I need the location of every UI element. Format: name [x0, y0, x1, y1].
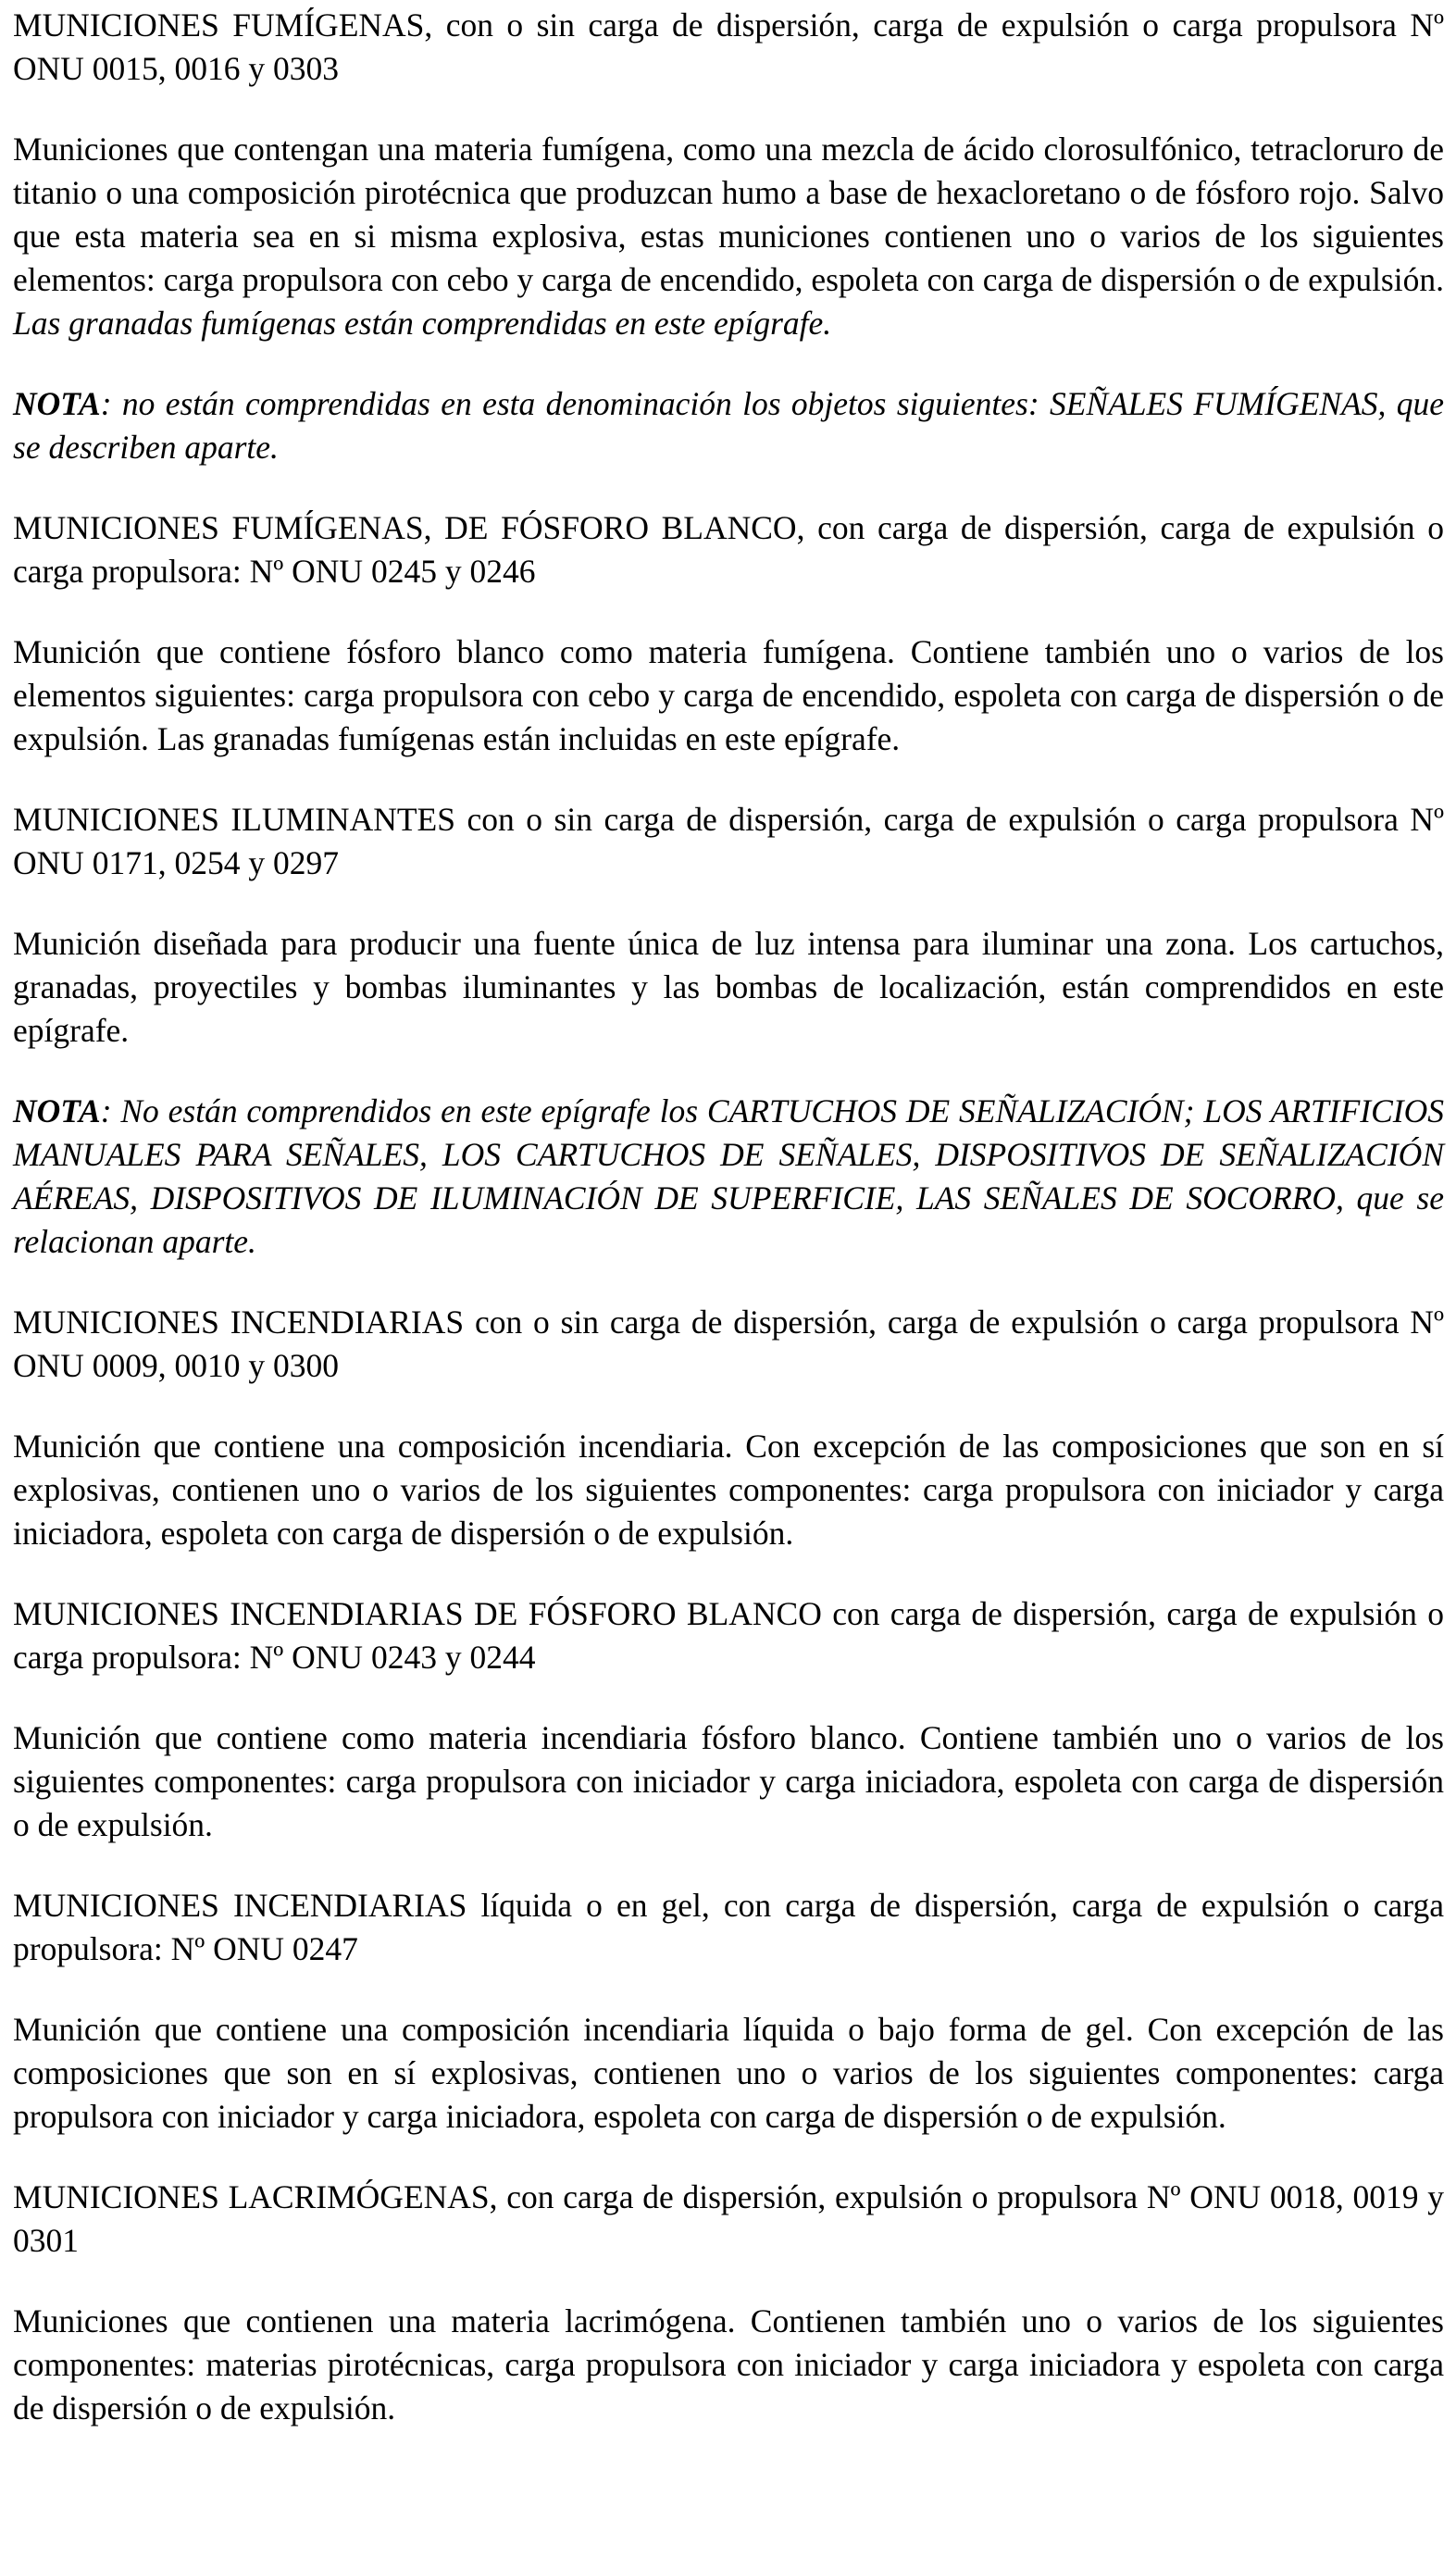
entry-body-incendiarias-liquida: Munición que contiene una composición incendiaria líquida o bajo forma de gel. Con excepción de las composiciones que son en sí explosivas, contienen uno o varios de los siguientes componentes: carga propulsora con iniciador y carga iniciadora, espoleta con carga de dispersión o de expulsión.: [13, 2011, 1444, 2135]
note-label: NOTA: [13, 385, 101, 422]
note-text: : no están comprendidas en esta denominación los objetos siguientes: SEÑALES FUMÍGENAS, que se describen aparte.: [13, 385, 1444, 466]
entry-body-incendiarias: Munición que contiene una composición incendiaria. Con excepción de las composiciones que son en sí explosivas, contienen uno o varios de los siguientes componentes: carga propulsora con iniciador y carga iniciadora, espoleta con carga de dispersión o de expulsión.: [13, 1428, 1444, 1552]
entry-body-fumigenas: [13, 128, 1444, 345]
entry-heading-incendiarias: MUNICIONES INCENDIARIAS con o sin carga de dispersión, carga de expulsión o carga propulsora Nº ONU 0009, 0010 y 0300: [13, 1304, 1444, 1384]
note-fumigenas: [13, 382, 1444, 469]
entry-heading-lacrimogenas: MUNICIONES LACRIMÓGENAS, con carga de dispersión, expulsión o propulsora Nº ONU 0018, 0019 y 0301: [13, 2178, 1444, 2259]
entry-heading-iluminantes: MUNICIONES ILUMINANTES con o sin carga de dispersión, carga de expulsión o carga propulsora Nº ONU 0171, 0254 y 0297: [13, 801, 1444, 881]
entry-heading-fumigenas-fosforo-blanco: MUNICIONES FUMÍGENAS, DE FÓSFORO BLANCO, con carga de dispersión, carga de expulsión o carga propulsora: Nº ONU 0245 y 0246: [13, 509, 1444, 590]
entry-body-lacrimogenas: Municiones que contienen una materia lacrimógena. Contienen también uno o varios de los siguientes componentes: materias pirotécnicas, carga propulsora con iniciador y carga iniciadora y espoleta con carga de dispersión o de expulsión.: [13, 2302, 1444, 2427]
entry-body-incendiarias-fosforo-blanco: Munición que contiene como materia incendiaria fósforo blanco. Contiene también uno o varios de los siguientes componentes: carga propulsora con iniciador y carga iniciadora, espoleta con carga de dispersión o de expulsión.: [13, 1719, 1444, 1843]
note-iluminantes: [13, 1090, 1444, 1264]
entry-heading-incendiarias-fosforo-blanco: MUNICIONES INCENDIARIAS DE FÓSFORO BLANCO con carga de dispersión, carga de expulsión o carga propulsora: Nº ONU 0243 y 0244: [13, 1595, 1444, 1676]
note-label: NOTA: [13, 1092, 101, 1129]
document-page: [13, 4, 1444, 2467]
note-text: : No están comprendidos en este epígrafe los CARTUCHOS DE SEÑALIZACIÓN; LOS ARTIFICIOS MANUALES PARA SEÑALES, LOS CARTUCHOS DE SEÑALES, DISPOSITIVOS DE SEÑALIZACIÓN AÉREAS, DISPOSITIVOS DE ILUMINACIÓN DE SUPERFICIE, LAS SEÑALES DE SOCORRO, que se relacionan aparte.: [13, 1092, 1444, 1260]
entry-heading-incendiarias-liquida: MUNICIONES INCENDIARIAS líquida o en gel, con carga de dispersión, carga de expulsión o carga propulsora: Nº ONU 0247: [13, 1887, 1444, 1967]
body-text: Municiones que contengan una materia fumígena, como una mezcla de ácido clorosulfónico, tetracloruro de titanio o una composición pirotécnica que produzcan humo a base de hexacloretano o de fósforo rojo. Salvo que esta materia sea en si misma explosiva, estas municiones contienen uno o varios de los siguientes elementos: carga propulsora con cebo y carga de encendido, espoleta con carga de dispersión o de expulsión.: [13, 131, 1444, 298]
entry-heading-fumigenas: MUNICIONES FUMÍGENAS, con o sin carga de dispersión, carga de expulsión o carga propulsora Nº ONU 0015, 0016 y 0303: [13, 6, 1444, 87]
body-italic-text: Las granadas fumígenas están comprendidas en este epígrafe.: [13, 305, 832, 342]
entry-body-iluminantes: Munición diseñada para producir una fuente única de luz intensa para iluminar una zona. Los cartuchos, granadas, proyectiles y bombas iluminantes y las bombas de localización, están comprendidos en este epígrafe.: [13, 925, 1444, 1049]
entry-body-fumigenas-fosforo-blanco: Munición que contiene fósforo blanco como materia fumígena. Contiene también uno o varios de los elementos siguientes: carga propulsora con cebo y carga de encendido, espoleta con carga de dispersión o de expulsión. Las granadas fumígenas están incluidas en este epígrafe.: [13, 633, 1444, 757]
